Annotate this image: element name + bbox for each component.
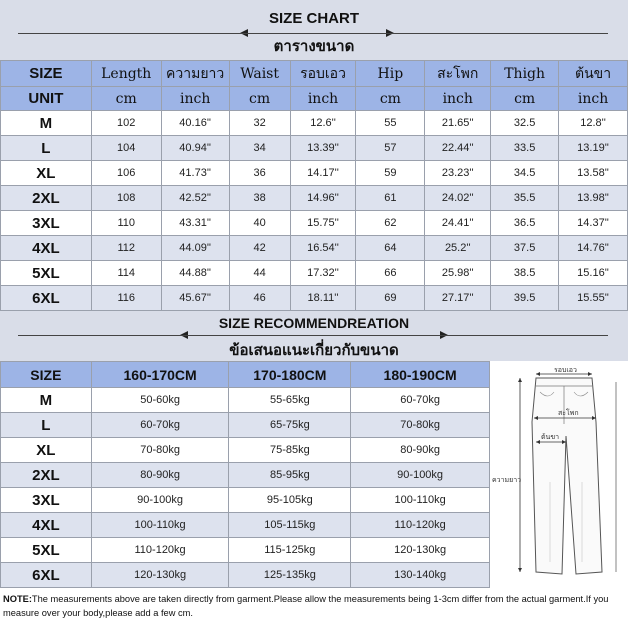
measurement-cell: 38 [229, 186, 290, 211]
table-row [1, 286, 628, 311]
measurement-cell: 25.2'' [425, 236, 491, 261]
table-row [1, 413, 490, 438]
rec-header-160-170: 160-170CM [91, 362, 229, 388]
table-row [1, 186, 628, 211]
measurement-cell: 32.5 [491, 111, 559, 136]
header-hip-th: สะโพก [425, 61, 491, 87]
measurement-cell: 24.41'' [425, 211, 491, 236]
measurement-cell: 42.52'' [161, 186, 229, 211]
unit-hip-cm: cm [356, 87, 425, 111]
table-row [1, 488, 490, 513]
table-row [1, 538, 490, 563]
measurement-cell: 110 [91, 211, 161, 236]
table-row [1, 211, 628, 236]
pants-measurement-diagram [492, 362, 626, 586]
measurement-cell: 55 [356, 111, 425, 136]
measurement-cell: 62 [356, 211, 425, 236]
table-row [1, 236, 628, 261]
unit-label: UNIT [1, 87, 92, 111]
weight-range-cell: 115-125kg [229, 538, 351, 563]
size-label-cell: 6XL [1, 286, 92, 311]
recommendation-table [0, 361, 490, 588]
measurement-cell: 44.09'' [161, 236, 229, 261]
table-row [1, 111, 628, 136]
pants-outline-icon [492, 362, 626, 586]
size-chart-header-row [1, 61, 628, 87]
table-row [1, 563, 490, 588]
weight-range-cell: 120-130kg [91, 563, 229, 588]
measurement-cell: 40.94'' [161, 136, 229, 161]
measurement-cell: 42 [229, 236, 290, 261]
measurement-cell: 33.5 [491, 136, 559, 161]
measurement-cell: 39.5 [491, 286, 559, 311]
size-chart-table [0, 60, 628, 311]
measurement-cell: 12.6'' [290, 111, 356, 136]
unit-hip-inch: inch [425, 87, 491, 111]
measurement-cell: 13.39'' [290, 136, 356, 161]
measurement-cell: 44 [229, 261, 290, 286]
measurement-cell: 14.17'' [290, 161, 356, 186]
weight-range-cell: 60-70kg [351, 388, 490, 413]
size-label-cell: 4XL [1, 236, 92, 261]
unit-waist-cm: cm [229, 87, 290, 111]
unit-thigh-cm: cm [491, 87, 559, 111]
measurement-note [3, 592, 627, 620]
size-label-cell: L [1, 136, 92, 161]
header-length-th: ความยาว [161, 61, 229, 87]
weight-range-cell: 120-130kg [351, 538, 490, 563]
unit-length-inch: inch [161, 87, 229, 111]
size-chart-unit-row [1, 87, 628, 111]
measurement-cell: 66 [356, 261, 425, 286]
size-label-cell: 5XL [1, 538, 92, 563]
size-label-cell: L [1, 413, 92, 438]
measurement-cell: 17.32'' [290, 261, 356, 286]
header-hip: Hip [356, 61, 425, 87]
weight-range-cell: 100-110kg [351, 488, 490, 513]
weight-range-cell: 50-60kg [91, 388, 229, 413]
weight-range-cell: 125-135kg [229, 563, 351, 588]
measurement-cell: 116 [91, 286, 161, 311]
measurement-cell: 21.65'' [425, 111, 491, 136]
measurement-cell: 41.73'' [161, 161, 229, 186]
size-chart-title-en: SIZE CHART [269, 10, 359, 27]
measurement-cell: 25.98'' [425, 261, 491, 286]
size-label-cell: XL [1, 438, 92, 463]
measurement-cell: 69 [356, 286, 425, 311]
measurement-cell: 106 [91, 161, 161, 186]
rec-header-170-180: 170-180CM [229, 362, 351, 388]
weight-range-cell: 110-120kg [91, 538, 229, 563]
size-label-cell: 2XL [1, 186, 92, 211]
measurement-cell: 102 [91, 111, 161, 136]
size-label-cell: 3XL [1, 488, 92, 513]
measurement-cell: 64 [356, 236, 425, 261]
measurement-cell: 46 [229, 286, 290, 311]
measurement-cell: 14.76'' [559, 236, 628, 261]
weight-range-cell: 80-90kg [351, 438, 490, 463]
measurement-cell: 35.5 [491, 186, 559, 211]
diagram-thigh-label: ต้นขา [541, 434, 560, 441]
rec-header-size: SIZE [1, 362, 92, 388]
measurement-cell: 15.55'' [559, 286, 628, 311]
measurement-cell: 14.37'' [559, 211, 628, 236]
measurement-cell: 112 [91, 236, 161, 261]
recommendation-header-row [1, 362, 490, 388]
measurement-cell: 59 [356, 161, 425, 186]
weight-range-cell: 70-80kg [351, 413, 490, 438]
size-label-cell: 2XL [1, 463, 92, 488]
table-row [1, 261, 628, 286]
weight-range-cell: 55-65kg [229, 388, 351, 413]
weight-range-cell: 110-120kg [351, 513, 490, 538]
weight-range-cell: 105-115kg [229, 513, 351, 538]
diagram-length-label: ความยาว [492, 477, 522, 484]
measurement-cell: 12.8'' [559, 111, 628, 136]
measurement-cell: 13.58'' [559, 161, 628, 186]
measurement-cell: 13.19'' [559, 136, 628, 161]
header-thigh: Thigh [491, 61, 559, 87]
weight-range-cell: 65-75kg [229, 413, 351, 438]
measurement-cell: 44.88'' [161, 261, 229, 286]
recommendation-title-en: SIZE RECOMMENDREATION [218, 315, 410, 331]
banner-rule [18, 335, 608, 336]
weight-range-cell: 85-95kg [229, 463, 351, 488]
header-waist: Waist [229, 61, 290, 87]
weight-range-cell: 75-85kg [229, 438, 351, 463]
measurement-cell: 43.31'' [161, 211, 229, 236]
measurement-cell: 34 [229, 136, 290, 161]
weight-range-cell: 95-105kg [229, 488, 351, 513]
unit-length-cm: cm [91, 87, 161, 111]
measurement-cell: 15.16'' [559, 261, 628, 286]
measurement-cell: 34.5 [491, 161, 559, 186]
size-label-cell: 4XL [1, 513, 92, 538]
size-label-cell: 5XL [1, 261, 92, 286]
measurement-cell: 15.75'' [290, 211, 356, 236]
measurement-cell: 114 [91, 261, 161, 286]
size-chart-title-th: ตารางขนาด [273, 38, 355, 55]
note-text: The measurements above are taken directly from garment.Please allow the measurements being 1-3cm differ from the actual garment.If you measure over your body,please add a few cm. [3, 594, 609, 618]
measurement-cell: 36 [229, 161, 290, 186]
measurement-cell: 108 [91, 186, 161, 211]
diagram-hip-label: สะโพก [558, 410, 579, 417]
measurement-cell: 37.5 [491, 236, 559, 261]
measurement-cell: 23.23'' [425, 161, 491, 186]
measurement-cell: 22.44'' [425, 136, 491, 161]
measurement-cell: 38.5 [491, 261, 559, 286]
table-row [1, 161, 628, 186]
table-row [1, 136, 628, 161]
table-row [1, 513, 490, 538]
table-row [1, 463, 490, 488]
measurement-cell: 40 [229, 211, 290, 236]
measurement-cell: 24.02'' [425, 186, 491, 211]
table-row [1, 388, 490, 413]
measurement-cell: 14.96'' [290, 186, 356, 211]
weight-range-cell: 130-140kg [351, 563, 490, 588]
size-label-cell: 3XL [1, 211, 92, 236]
measurement-cell: 13.98'' [559, 186, 628, 211]
weight-range-cell: 80-90kg [91, 463, 229, 488]
measurement-cell: 57 [356, 136, 425, 161]
size-label-cell: 6XL [1, 563, 92, 588]
size-label-cell: M [1, 388, 92, 413]
weight-range-cell: 90-100kg [351, 463, 490, 488]
weight-range-cell: 70-80kg [91, 438, 229, 463]
measurement-cell: 40.16'' [161, 111, 229, 136]
measurement-cell: 18.11'' [290, 286, 356, 311]
measurement-cell: 32 [229, 111, 290, 136]
header-length: Length [91, 61, 161, 87]
measurement-cell: 61 [356, 186, 425, 211]
header-size: SIZE [1, 61, 92, 87]
diagram-waist-label: รอบเอว [554, 367, 577, 374]
measurement-cell: 36.5 [491, 211, 559, 236]
recommendation-title-th: ข้อเสนอแนะเกี่ยวกับขนาด [229, 342, 399, 359]
unit-waist-inch: inch [290, 87, 356, 111]
weight-range-cell: 60-70kg [91, 413, 229, 438]
measurement-cell: 45.67'' [161, 286, 229, 311]
measurement-cell: 104 [91, 136, 161, 161]
measurement-cell: 16.54'' [290, 236, 356, 261]
weight-range-cell: 90-100kg [91, 488, 229, 513]
measurement-cell: 27.17'' [425, 286, 491, 311]
header-waist-th: รอบเอว [290, 61, 356, 87]
header-thigh-th: ต้นขา [559, 61, 628, 87]
rec-header-180-190: 180-190CM [351, 362, 490, 388]
weight-range-cell: 100-110kg [91, 513, 229, 538]
note-label: NOTE: [3, 594, 32, 604]
table-row [1, 438, 490, 463]
size-label-cell: M [1, 111, 92, 136]
size-label-cell: XL [1, 161, 92, 186]
unit-thigh-inch: inch [559, 87, 628, 111]
